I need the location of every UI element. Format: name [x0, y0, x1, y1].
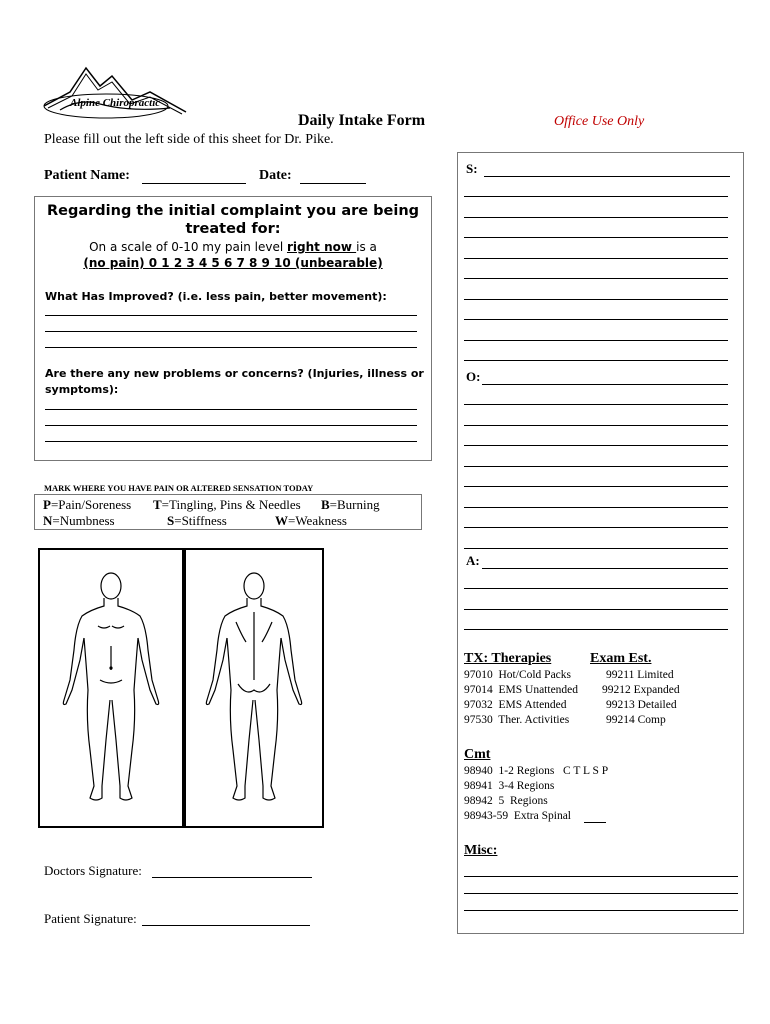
s-line-4[interactable] [464, 258, 728, 259]
therapy-2[interactable]: 97014 EMS Unattended [464, 684, 579, 696]
s-line-6[interactable] [464, 299, 728, 300]
body-back-figure [186, 550, 322, 826]
body-back-diagram[interactable] [184, 548, 324, 828]
misc-line-2[interactable] [464, 893, 738, 894]
legend-b: B=Burning [321, 497, 380, 512]
s-line-9[interactable] [464, 360, 728, 361]
pain-scale-text: On a scale of 0-10 my pain level right now is a [89, 240, 377, 254]
cmt-heading: Cmt [464, 747, 491, 762]
svg-text:Alpine Chiropractic: Alpine Chiropractic [70, 97, 161, 109]
therapy-3[interactable]: 97032 EMS Attended [464, 699, 567, 711]
s-line-1[interactable] [464, 196, 728, 197]
pain-scale-range[interactable]: (no pain) 0 1 2 3 4 5 6 7 8 9 10 (unbearable) [83, 256, 383, 270]
cmt-3[interactable]: 98942 5 Regions [464, 795, 548, 807]
therapy-1[interactable]: 97010 Hot/Cold Packs [464, 669, 572, 681]
pain-legend [34, 494, 422, 530]
soap-o-label: O: [466, 369, 481, 384]
pain-map-instruction: MARK WHERE YOU HAVE PAIN OR ALTERED SENSATION TODAY [44, 483, 314, 493]
extra-spinal-field[interactable] [584, 822, 606, 823]
o-line-8[interactable] [464, 548, 728, 549]
complaint-section [34, 196, 432, 461]
a-line-1[interactable] [464, 588, 728, 589]
office-use-section [457, 152, 744, 934]
clinic-logo [40, 62, 188, 126]
misc-line-1[interactable] [464, 876, 738, 877]
a-line-2[interactable] [464, 609, 728, 610]
o-line-1[interactable] [464, 404, 728, 405]
exam-4[interactable]: 99214 Comp [606, 714, 666, 726]
date-field[interactable] [300, 183, 366, 184]
legend-p: P=Pain/Soreness [43, 497, 132, 512]
misc-heading: Misc: [464, 843, 498, 858]
intro-text: Please fill out the left side of this sheet for Dr. Pike. [44, 132, 334, 147]
o-line-4[interactable] [464, 466, 728, 467]
s-line-2[interactable] [464, 217, 728, 218]
form-title: Daily Intake Form [298, 112, 426, 129]
s-line-0[interactable] [484, 176, 730, 177]
o-line-0[interactable] [482, 384, 728, 385]
body-front-diagram[interactable] [38, 548, 184, 828]
body-front-figure [40, 550, 182, 826]
a-line-0[interactable] [482, 568, 728, 569]
improved-line-1[interactable] [45, 315, 417, 316]
new-problems-line-2[interactable] [45, 425, 417, 426]
cmt-2[interactable]: 98941 3-4 Regions [464, 780, 555, 792]
therapy-4[interactable]: 97530 Ther. Activities [464, 714, 570, 726]
new-problems-line-3[interactable] [45, 441, 417, 442]
date-label: Date: [259, 168, 292, 183]
legend-t: T=Tingling, Pins & Needles [153, 497, 301, 512]
legend-w: W=Weakness [275, 513, 347, 528]
patient-name-label: Patient Name: [44, 168, 130, 183]
new-problems-line-1[interactable] [45, 409, 417, 410]
doctor-signature-field[interactable] [152, 877, 312, 878]
o-line-6[interactable] [464, 507, 728, 508]
soap-a-label: A: [466, 553, 480, 568]
exam-est-heading: Exam Est. [590, 651, 652, 666]
s-line-8[interactable] [464, 340, 728, 341]
legend-n: N=Numbness [43, 513, 115, 528]
cmt-4[interactable]: 98943-59 Extra Spinal [464, 810, 571, 822]
exam-2[interactable]: 99212 Expanded [602, 684, 680, 696]
o-line-2[interactable] [464, 425, 728, 426]
s-line-7[interactable] [464, 319, 728, 320]
patient-name-field[interactable] [142, 183, 246, 184]
complaint-heading-2: treated for: [185, 221, 281, 237]
question-new-problems: Are there any new problems or concerns? (Injuries, illness or symptoms): [45, 367, 424, 396]
question-improved: What Has Improved? (i.e. less pain, better movement): [45, 290, 387, 303]
o-line-3[interactable] [464, 445, 728, 446]
doctor-signature-label: Doctors Signature: [44, 863, 142, 878]
o-line-5[interactable] [464, 486, 728, 487]
s-line-5[interactable] [464, 278, 728, 279]
improved-line-3[interactable] [45, 347, 417, 348]
legend-s: S=Stiffness [167, 513, 227, 528]
exam-3[interactable]: 99213 Detailed [606, 699, 677, 711]
patient-signature-field[interactable] [142, 925, 310, 926]
misc-line-3[interactable] [464, 910, 738, 911]
cmt-1[interactable]: 98940 1-2 Regions C T L S P [464, 765, 609, 777]
complaint-heading-1: Regarding the initial complaint you are being [46, 203, 420, 219]
o-line-7[interactable] [464, 527, 728, 528]
exam-1[interactable]: 99211 Limited [606, 669, 674, 681]
tx-therapies-heading: TX: Therapies [464, 651, 552, 666]
a-line-3[interactable] [464, 629, 728, 630]
soap-s-label: S: [466, 161, 478, 176]
office-use-label: Office Use Only [554, 114, 645, 129]
patient-signature-label: Patient Signature: [44, 911, 137, 926]
improved-line-2[interactable] [45, 331, 417, 332]
s-line-3[interactable] [464, 237, 728, 238]
